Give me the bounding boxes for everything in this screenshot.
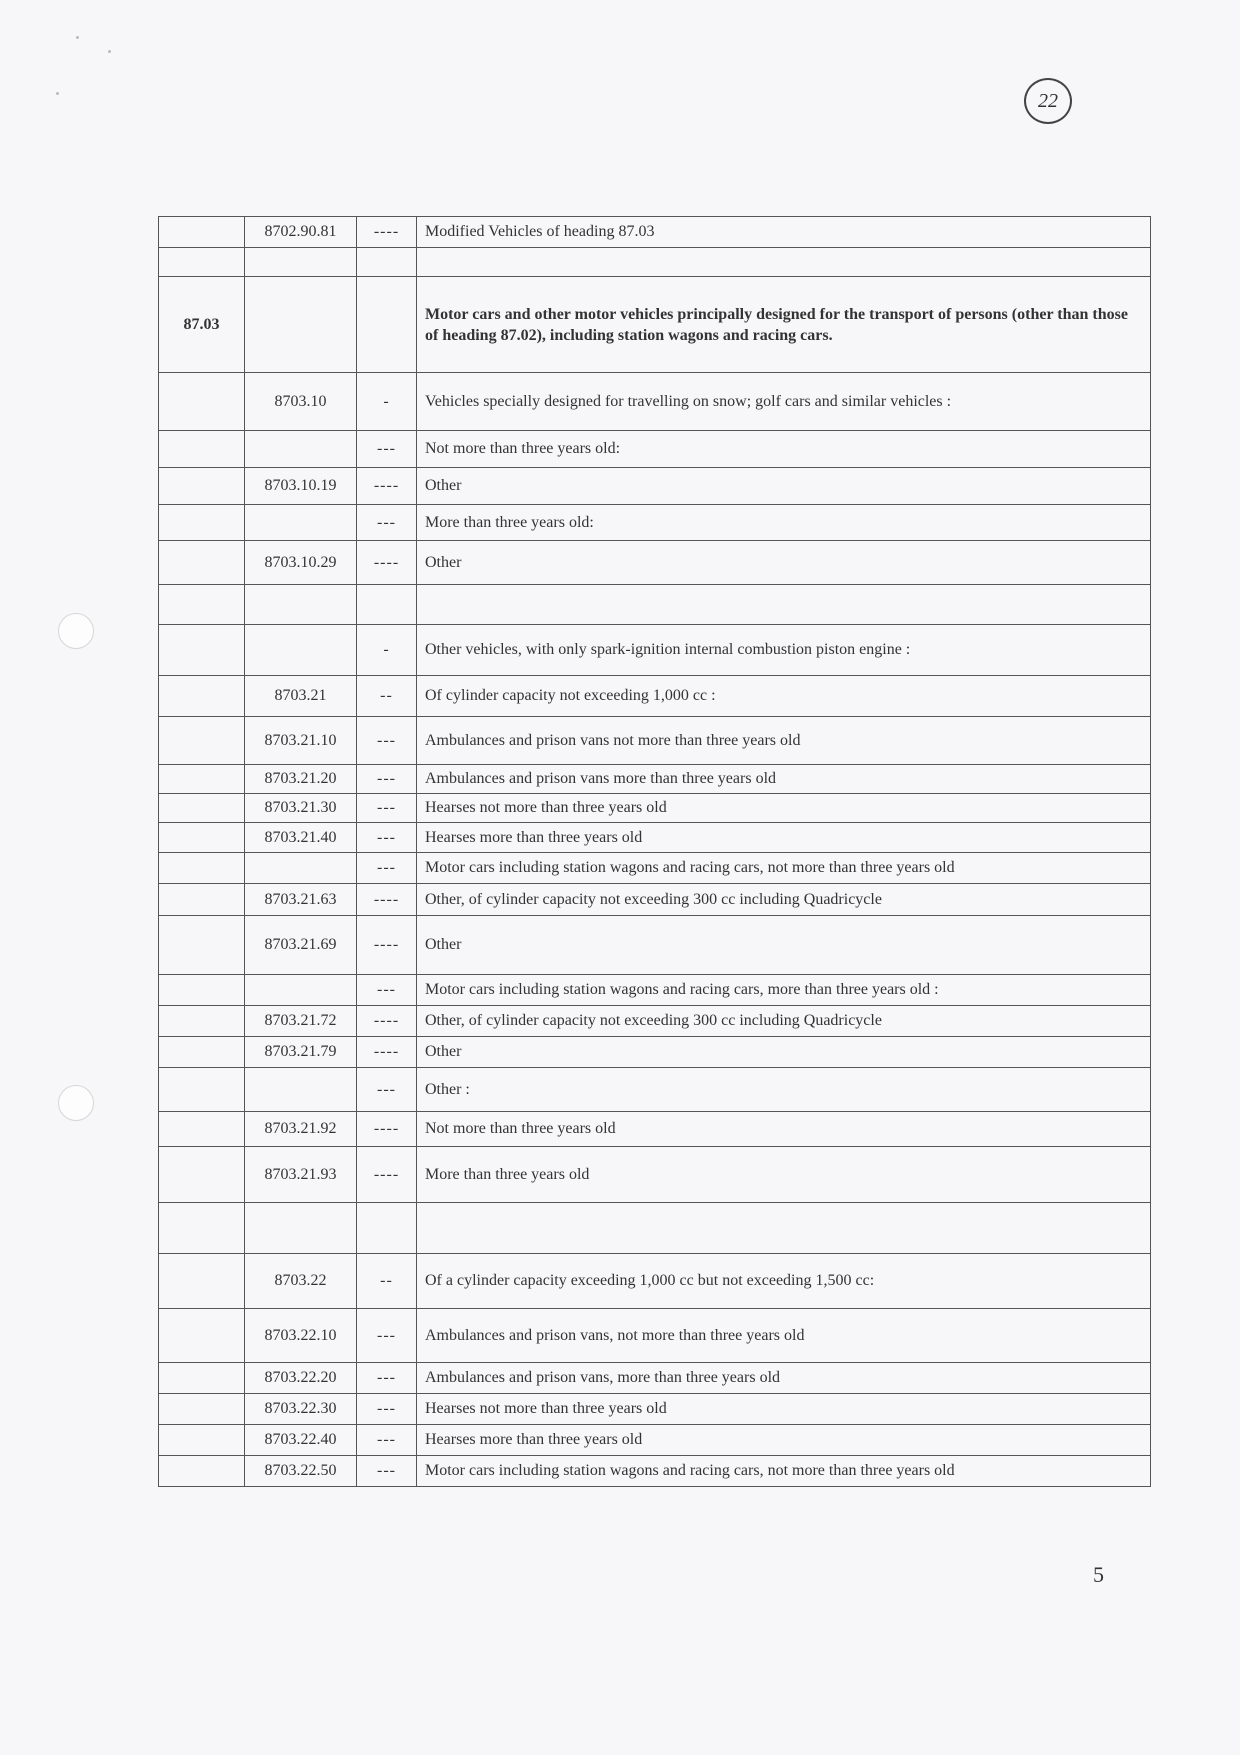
- heading-number-cell: [159, 1456, 245, 1487]
- tariff-code-cell: 8703.21.72: [245, 1006, 357, 1037]
- heading-number-cell: [159, 676, 245, 717]
- table-row: [159, 765, 1151, 794]
- heading-number-cell: [159, 541, 245, 585]
- table-row: [159, 1254, 1151, 1309]
- description-cell: Vehicles specially designed for travelling on snow; golf cars and similar vehicles :: [417, 373, 1151, 431]
- description-cell: Ambulances and prison vans, not more than three years old: [417, 1309, 1151, 1363]
- level-dash-cell: [357, 585, 417, 625]
- tariff-code-cell: 8703.22.10: [245, 1309, 357, 1363]
- heading-number-cell: [159, 468, 245, 505]
- tariff-code-cell: 8703.21.79: [245, 1037, 357, 1068]
- tariff-code-cell: 8703.22.20: [245, 1363, 357, 1394]
- level-dash-cell: ---: [357, 853, 417, 884]
- heading-number-cell: [159, 975, 245, 1006]
- heading-number-cell: [159, 1363, 245, 1394]
- table-row: [159, 1425, 1151, 1456]
- level-dash-cell: ---: [357, 975, 417, 1006]
- heading-number-cell: [159, 794, 245, 823]
- heading-number-cell: [159, 585, 245, 625]
- description-cell: Hearses more than three years old: [417, 1425, 1151, 1456]
- level-dash-cell: ---: [357, 1425, 417, 1456]
- heading-number-cell: [159, 765, 245, 794]
- table-row: [159, 248, 1151, 277]
- description-cell: [417, 585, 1151, 625]
- level-dash-cell: ----: [357, 1147, 417, 1203]
- tariff-code-cell: 8703.21.40: [245, 823, 357, 853]
- description-cell: Other: [417, 541, 1151, 585]
- level-dash-cell: ---: [357, 1456, 417, 1487]
- heading-number-cell: [159, 1147, 245, 1203]
- heading-number-cell: [159, 1203, 245, 1254]
- description-cell: Motor cars including station wagons and racing cars, not more than three years old: [417, 853, 1151, 884]
- description-cell: Not more than three years old:: [417, 431, 1151, 468]
- table-row: [159, 505, 1151, 541]
- level-dash-cell: ---: [357, 794, 417, 823]
- level-dash-cell: ---: [357, 717, 417, 765]
- tariff-code-cell: [245, 853, 357, 884]
- heading-number-cell: [159, 1037, 245, 1068]
- description-cell: Other: [417, 1037, 1151, 1068]
- table-row: [159, 975, 1151, 1006]
- description-cell: Hearses not more than three years old: [417, 1394, 1151, 1425]
- table-row: [159, 676, 1151, 717]
- table-row: [159, 1309, 1151, 1363]
- heading-number-cell: [159, 1394, 245, 1425]
- level-dash-cell: ---: [357, 1068, 417, 1112]
- description-cell: Hearses more than three years old: [417, 823, 1151, 853]
- level-dash-cell: ----: [357, 541, 417, 585]
- heading-number-cell: [159, 505, 245, 541]
- table-row: [159, 884, 1151, 916]
- tariff-code-cell: [245, 1203, 357, 1254]
- table-row: [159, 1363, 1151, 1394]
- tariff-code-cell: 8703.22.30: [245, 1394, 357, 1425]
- level-dash-cell: ----: [357, 217, 417, 248]
- tariff-code-cell: [245, 585, 357, 625]
- description-cell: Motor cars and other motor vehicles principally designed for the transport of persons (other than those of heading 87.02), including station wagons and racing cars.: [417, 277, 1151, 373]
- level-dash-cell: ----: [357, 916, 417, 975]
- table-row: [159, 541, 1151, 585]
- description-cell: More than three years old: [417, 1147, 1151, 1203]
- heading-number-cell: [159, 884, 245, 916]
- table-row: [159, 853, 1151, 884]
- level-dash-cell: ---: [357, 823, 417, 853]
- heading-number-cell: 87.03: [159, 277, 245, 373]
- table-row: [159, 277, 1151, 373]
- heading-number-cell: [159, 823, 245, 853]
- heading-number-cell: [159, 1254, 245, 1309]
- tariff-code-cell: [245, 277, 357, 373]
- description-cell: Ambulances and prison vans, more than three years old: [417, 1363, 1151, 1394]
- table-row: [159, 585, 1151, 625]
- level-dash-cell: ---: [357, 1363, 417, 1394]
- heading-number-cell: [159, 916, 245, 975]
- table-row: [159, 823, 1151, 853]
- level-dash-cell: --: [357, 676, 417, 717]
- table-row: [159, 373, 1151, 431]
- level-dash-cell: ----: [357, 468, 417, 505]
- table-row: [159, 1147, 1151, 1203]
- description-cell: Hearses not more than three years old: [417, 794, 1151, 823]
- level-dash-cell: -: [357, 373, 417, 431]
- tariff-code-cell: 8703.21.30: [245, 794, 357, 823]
- description-cell: Motor cars including station wagons and racing cars, more than three years old :: [417, 975, 1151, 1006]
- heading-number-cell: [159, 431, 245, 468]
- table-row: [159, 1006, 1151, 1037]
- page-number: 5: [1093, 1562, 1104, 1587]
- level-dash-cell: ----: [357, 1037, 417, 1068]
- heading-number-cell: [159, 717, 245, 765]
- description-cell: Of a cylinder capacity exceeding 1,000 cc but not exceeding 1,500 cc:: [417, 1254, 1151, 1309]
- heading-number-cell: [159, 373, 245, 431]
- tariff-code-cell: 8703.21.69: [245, 916, 357, 975]
- description-cell: Not more than three years old: [417, 1112, 1151, 1147]
- description-cell: Other: [417, 916, 1151, 975]
- heading-number-cell: [159, 1309, 245, 1363]
- level-dash-cell: [357, 277, 417, 373]
- tariff-code-cell: [245, 505, 357, 541]
- scan-speck: [108, 50, 111, 53]
- description-cell: More than three years old:: [417, 505, 1151, 541]
- description-cell: Other vehicles, with only spark-ignition internal combustion piston engine :: [417, 625, 1151, 676]
- level-dash-cell: ---: [357, 1394, 417, 1425]
- description-cell: Other :: [417, 1068, 1151, 1112]
- tariff-code-cell: [245, 975, 357, 1006]
- level-dash-cell: [357, 248, 417, 277]
- tariff-code-cell: 8703.21.92: [245, 1112, 357, 1147]
- description-cell: Ambulances and prison vans more than three years old: [417, 765, 1151, 794]
- description-cell: [417, 1203, 1151, 1254]
- tariff-code-cell: 8703.10: [245, 373, 357, 431]
- tariff-code-cell: 8702.90.81: [245, 217, 357, 248]
- heading-number-cell: [159, 1006, 245, 1037]
- table-row: [159, 468, 1151, 505]
- level-dash-cell: [357, 1203, 417, 1254]
- level-dash-cell: --: [357, 1254, 417, 1309]
- tariff-code-cell: [245, 431, 357, 468]
- tariff-code-cell: 8703.10.19: [245, 468, 357, 505]
- heading-number-cell: [159, 1112, 245, 1147]
- tariff-code-cell: 8703.22.50: [245, 1456, 357, 1487]
- tariff-table: [158, 216, 1151, 1487]
- level-dash-cell: ---: [357, 505, 417, 541]
- tariff-code-cell: 8703.21.63: [245, 884, 357, 916]
- tariff-code-cell: 8703.21.10: [245, 717, 357, 765]
- scan-speck: [76, 36, 79, 39]
- punch-hole: [58, 1085, 94, 1121]
- level-dash-cell: ----: [357, 884, 417, 916]
- table-row: [159, 1394, 1151, 1425]
- table-row: [159, 1037, 1151, 1068]
- tariff-code-cell: [245, 1068, 357, 1112]
- description-cell: Other, of cylinder capacity not exceeding 300 cc including Quadricycle: [417, 1006, 1151, 1037]
- description-cell: Modified Vehicles of heading 87.03: [417, 217, 1151, 248]
- tariff-code-cell: 8703.22: [245, 1254, 357, 1309]
- heading-number-cell: [159, 1425, 245, 1456]
- tariff-code-cell: 8703.22.40: [245, 1425, 357, 1456]
- table-row: [159, 1203, 1151, 1254]
- table-row: [159, 431, 1151, 468]
- table-row: [159, 1456, 1151, 1487]
- level-dash-cell: -: [357, 625, 417, 676]
- heading-number-cell: [159, 853, 245, 884]
- tariff-code-cell: 8703.21.20: [245, 765, 357, 794]
- heading-number-cell: [159, 217, 245, 248]
- description-cell: [417, 248, 1151, 277]
- heading-number-cell: [159, 248, 245, 277]
- level-dash-cell: ----: [357, 1006, 417, 1037]
- table-row: [159, 217, 1151, 248]
- tariff-code-cell: [245, 625, 357, 676]
- level-dash-cell: ---: [357, 431, 417, 468]
- handwritten-page-mark: 22: [1024, 78, 1072, 124]
- level-dash-cell: ---: [357, 1309, 417, 1363]
- tariff-code-cell: 8703.21: [245, 676, 357, 717]
- table-row: [159, 916, 1151, 975]
- tariff-code-cell: [245, 248, 357, 277]
- scan-speck: [56, 92, 59, 95]
- table-row: [159, 1068, 1151, 1112]
- table-row: [159, 717, 1151, 765]
- tariff-code-cell: 8703.21.93: [245, 1147, 357, 1203]
- description-cell: Other, of cylinder capacity not exceeding 300 cc including Quadricycle: [417, 884, 1151, 916]
- table-row: [159, 794, 1151, 823]
- tariff-code-cell: 8703.10.29: [245, 541, 357, 585]
- description-cell: Of cylinder capacity not exceeding 1,000 cc :: [417, 676, 1151, 717]
- table-row: [159, 1112, 1151, 1147]
- description-cell: Ambulances and prison vans not more than three years old: [417, 717, 1151, 765]
- punch-hole: [58, 613, 94, 649]
- heading-number-cell: [159, 1068, 245, 1112]
- description-cell: Motor cars including station wagons and racing cars, not more than three years old: [417, 1456, 1151, 1487]
- description-cell: Other: [417, 468, 1151, 505]
- level-dash-cell: ---: [357, 765, 417, 794]
- table-row: [159, 625, 1151, 676]
- level-dash-cell: ----: [357, 1112, 417, 1147]
- heading-number-cell: [159, 625, 245, 676]
- tariff-table-body: [159, 217, 1151, 1487]
